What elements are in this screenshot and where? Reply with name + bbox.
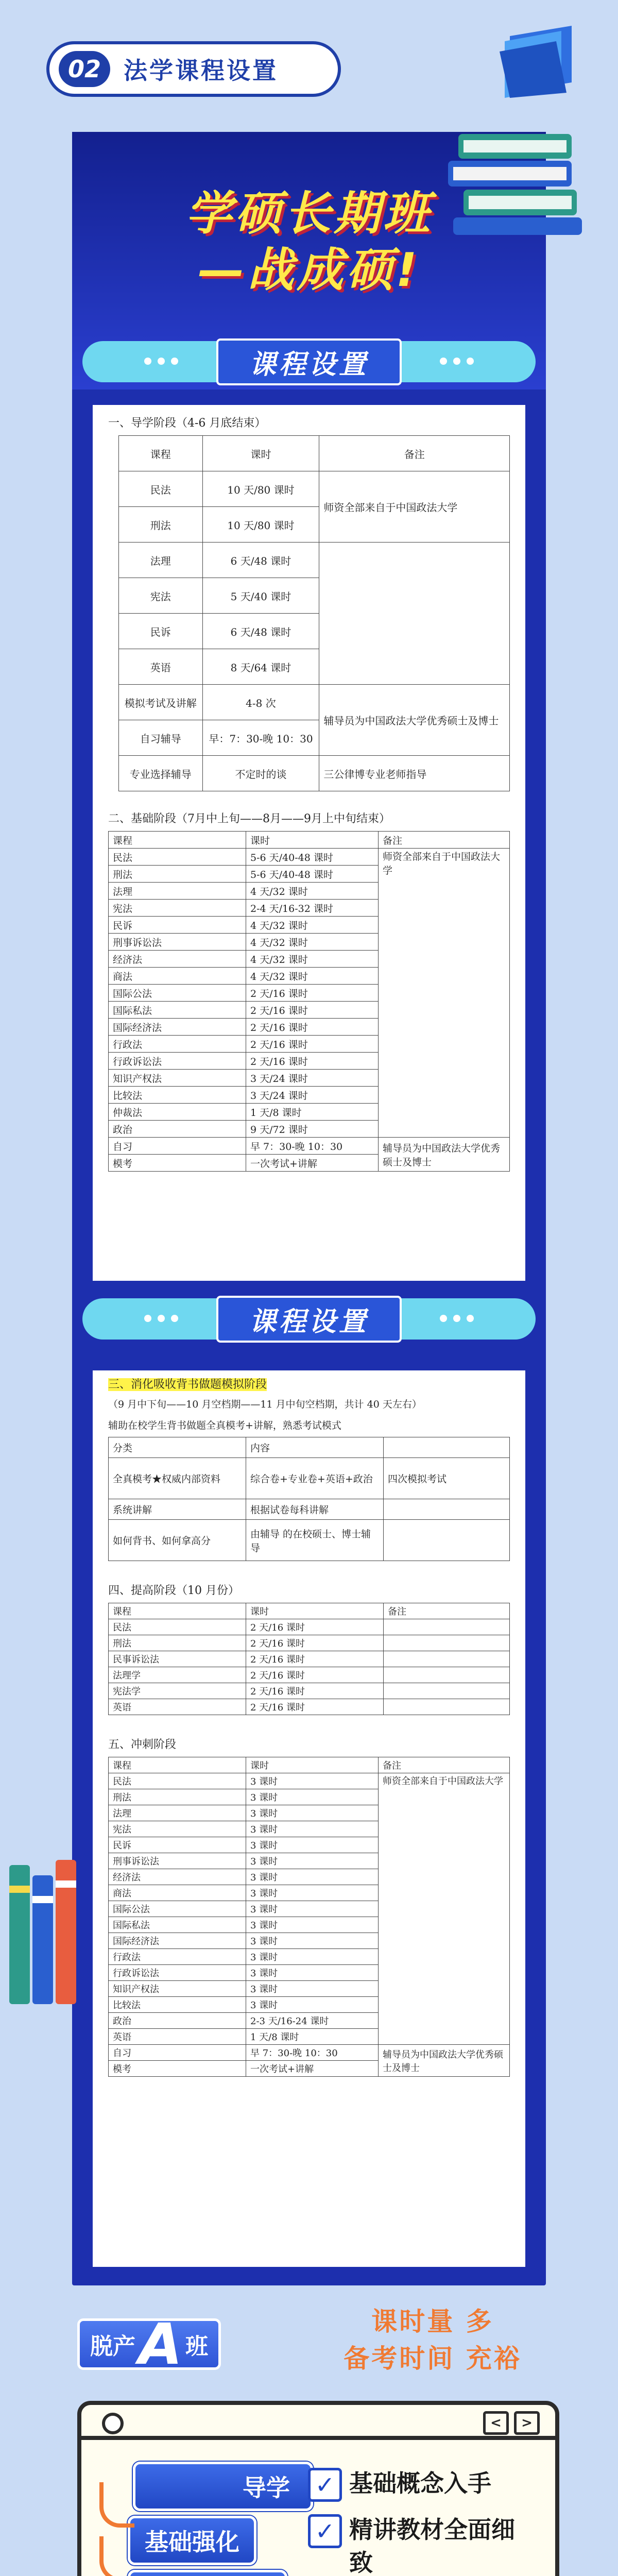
table-row [109,1651,510,1667]
class-a-stage-3 [128,2570,287,2576]
col-header: 备注 [379,1757,510,1773]
cell-note: 三公律博专业老师指导 [319,756,510,791]
cell: 4 天/32 课时 [246,883,379,900]
cell: 模拟考试及讲解 [119,685,203,720]
class-a-badge [77,2311,221,2377]
arrow-icon [99,2536,134,2576]
col-header: 课时 [246,832,379,849]
cell: 民诉 [109,917,246,934]
slogan-line-1: 学硕长期班 [185,187,433,241]
cell: 模考 [109,1155,246,1172]
cell: 2 天/16 课时 [246,1053,379,1070]
cell: 刑事诉讼法 [109,934,246,951]
cell: 4-8 次 [202,685,319,720]
cell: 国际经济法 [109,1933,246,1949]
schedule-sheet-1 [93,405,525,1281]
cell: 早 7：30-晚 10：30 [246,1138,379,1155]
cell: 宪法 [119,578,203,614]
cell: 2 天/16 课时 [246,1651,384,1667]
cell: 自习 [109,1138,246,1155]
cell: 比较法 [109,1087,246,1104]
card-titlebar [81,2405,555,2440]
cell: 早 7：30-晚 10：30 [246,2045,379,2061]
cell: 国际公法 [109,985,246,1002]
table-row [109,849,510,866]
cell: 2 天/16 课时 [246,1683,384,1699]
class-a-stage-1: 导学 [133,2462,313,2511]
cell: 法理 [109,1805,246,1821]
cell: 商法 [109,968,246,985]
cell: 6 天/48 课时 [202,543,319,578]
table-row [109,1138,510,1155]
cell: 5-6 天/40-48 课时 [246,866,379,883]
cell: 刑法 [119,507,203,543]
cell: 民法 [119,471,203,507]
class-a-feature-2 [308,2513,524,2576]
cell: 刑法 [109,1789,246,1805]
cell: 2 天/16 课时 [246,1667,384,1683]
cell: 1 天/8 课时 [246,2029,379,2045]
banner-label: 课程设置 [216,1296,402,1343]
stage1-table [118,435,510,791]
col-header: 课程 [109,1603,246,1619]
cell: 3 课时 [246,1933,379,1949]
cell: 四次模拟考试 [384,1458,510,1499]
class-a-letter: A [139,2311,183,2377]
cell-note: 辅导员为中国政法大学优秀硕士及博士 [319,685,510,756]
class-a-slogan [330,2303,536,2377]
class-a-stage-2: 基础强化 [128,2516,256,2565]
cell: 3 课时 [246,1997,379,2013]
cell: 行政法 [109,1949,246,1965]
cell: 法理学 [109,1667,246,1683]
cell: 8 天/64 课时 [202,649,319,685]
stage3-table [108,1437,510,1561]
cell: 2 天/16 课时 [246,1699,384,1715]
cell: 法理 [109,883,246,900]
cell: 3 课时 [246,1821,379,1837]
cell: 国际经济法 [109,1019,246,1036]
banner-label: 课程设置 [216,338,402,385]
stage5-title: 五、冲刺阶段 [108,1738,177,1751]
cell: 全真模考★权威内部资料 [109,1458,246,1499]
cell: 内容 [246,1437,384,1458]
cell: 法理 [119,543,203,578]
cell: 10 天/80 课时 [202,507,319,543]
course-banner-2 [82,1298,536,1340]
class-a-slogan-1: 课时量 多 [371,2307,494,2336]
table-row [119,685,510,720]
cell: 由辅导 的在校硕士、博士辅导 [246,1520,384,1561]
cell [384,1683,510,1699]
cell: 2 天/16 课时 [246,1036,379,1053]
cell: 一次考试+讲解 [246,1155,379,1172]
table-row [119,756,510,791]
stage4-title: 四、提高阶段（10 月份） [108,1584,239,1597]
prev-button[interactable]: < [483,2411,509,2435]
cell: 比较法 [109,1997,246,2013]
cell: 宪法学 [109,1683,246,1699]
cell: 2 天/16 课时 [246,985,379,1002]
schedule-sheet-2 [93,1370,525,2267]
col-header: 课时 [246,1757,379,1773]
cell: 不定时的谈 [202,756,319,791]
cell: 政治 [109,1121,246,1138]
banner-dots-left [144,358,178,365]
table-row [109,1619,510,1635]
cell: 行政法 [109,1036,246,1053]
col-header: 课程 [119,436,203,471]
table-row [119,543,510,578]
arrow-icon [99,2482,134,2528]
cell: 英语 [109,2029,246,2045]
cell: 根据试卷每科讲解 [246,1499,384,1520]
cell: 英语 [109,1699,246,1715]
cell: 9 天/72 课时 [246,1121,379,1138]
section-title: 法学课程设置 [124,57,278,84]
cell [384,1619,510,1635]
cell: 3 课时 [246,1773,379,1789]
feature-text: 基础概念入手 [349,2469,491,2497]
section-header [46,41,341,97]
col-header: 备注 [319,436,510,471]
cell-note: 师资全部来自于中国政法大学 [379,849,510,1138]
class-a-feature-1 [308,2467,524,2502]
folder-icon [494,21,577,98]
cell: 民法 [109,1619,246,1635]
banner-dots-left [144,1315,178,1322]
cell: 刑法 [109,866,246,883]
check-icon: ✓ [308,2514,342,2548]
cell: 自习 [109,2045,246,2061]
table-row [109,1437,510,1458]
col-header: 课时 [246,1603,384,1619]
cell: 经济法 [109,951,246,968]
table-row [109,1667,510,1683]
cell: 10 天/80 课时 [202,471,319,507]
course-banner [82,341,536,382]
cell: 民诉 [119,614,203,649]
col-header: 课程 [109,832,246,849]
cell: 如何背书、如何拿高分 [109,1520,246,1561]
stage3-period: （9 月中下旬——10 月空档期——11 月中旬空档期，共计 40 天左右） [108,1399,422,1410]
col-header: 课程 [109,1757,246,1773]
cell: 自习辅导 [119,720,203,756]
cell: 仲裁法 [109,1104,246,1121]
cell: 知识产权法 [109,1070,246,1087]
table-row [109,1458,510,1499]
table-row [109,2045,510,2061]
cell: 3 课时 [246,1885,379,1901]
table-row [109,1683,510,1699]
stage3-desc: 辅助在校学生背书做题全真模考+讲解，熟悉考试模式 [108,1420,341,1431]
cell: 民事诉讼法 [109,1651,246,1667]
cell: 3 课时 [246,1789,379,1805]
class-a-card [77,2401,559,2576]
cell: 行政诉讼法 [109,1053,246,1070]
table-row [109,1699,510,1715]
cell: 政治 [109,2013,246,2029]
cell: 3 课时 [246,1869,379,1885]
cell: 知识产权法 [109,1981,246,1997]
feature-text: 精讲教材全面细致 [349,2516,515,2576]
cell: 一次考试+讲解 [246,2061,379,2077]
stage4-table [108,1603,510,1715]
cell: 4 天/32 课时 [246,951,379,968]
cell: 3 课时 [246,1917,379,1933]
cell: 经济法 [109,1869,246,1885]
cell: 行政诉讼法 [109,1965,246,1981]
col-header: 课时 [202,436,319,471]
cell: 民诉 [109,1837,246,1853]
cell [384,1699,510,1715]
cell: 3 课时 [246,1901,379,1917]
cell: 3 天/24 课时 [246,1070,379,1087]
cell: 综合卷+专业卷+英语+政治 [246,1458,384,1499]
table-row [109,1520,510,1561]
cell: 3 课时 [246,1837,379,1853]
cell: 分类 [109,1437,246,1458]
cell: 2-3 天/16-24 课时 [246,2013,379,2029]
class-a-slogan-2: 备考时间 充裕 [344,2344,522,2374]
cell: 刑法 [109,1635,246,1651]
class-a-pre: 脱产 [90,2333,135,2360]
cell: 3 课时 [246,1981,379,1997]
cell: 民法 [109,1773,246,1789]
books-icon [4,1855,81,2009]
cell [384,1499,510,1520]
stage2-title: 二、基础阶段（7月中上旬——8月——9月上中旬结束） [108,812,390,825]
cell: 5 天/40 课时 [202,578,319,614]
class-a-post: 班 [185,2333,209,2360]
cell: 1 天/8 课时 [246,1104,379,1121]
window-dot [102,2413,124,2434]
cell [384,1667,510,1683]
cell: 3 天/24 课时 [246,1087,379,1104]
table-row [109,1635,510,1651]
cell-note: 师资全部来自于中国政法大学 [319,471,510,543]
banner-dots-right [440,358,474,365]
cell: 模考 [109,2061,246,2077]
col-header: 备注 [384,1603,510,1619]
cell: 宪法 [109,1821,246,1837]
stage2-table [108,831,510,1172]
cell: 3 课时 [246,1805,379,1821]
cell: 早：7：30-晚 10：30 [202,720,319,756]
cell-note: 辅导员为中国政法大学优秀硕士及博士 [379,2045,510,2077]
cell: 民法 [109,849,246,866]
check-icon: ✓ [308,2468,342,2502]
cell-note: 师资全部来自于中国政法大学 [379,1773,510,2045]
stage3-title: 三、消化吸收背书做题模拟阶段 [108,1378,267,1391]
banner-dots-right [440,1315,474,1322]
cell: 国际公法 [109,1901,246,1917]
slogan-line-2: —战成硕! [198,243,420,297]
col-header: 备注 [379,832,510,849]
cell: 国际私法 [109,1002,246,1019]
cell: 刑事诉讼法 [109,1853,246,1869]
cell: 商法 [109,1885,246,1901]
cell: 2 天/16 课时 [246,1002,379,1019]
cell: 专业选择辅导 [119,756,203,791]
cell: 2 天/16 课时 [246,1635,384,1651]
stage5-table [108,1757,510,2077]
cell [384,1651,510,1667]
cell: 系统讲解 [109,1499,246,1520]
cell [384,1635,510,1651]
cell: 2 天/16 课时 [246,1619,384,1635]
cell-note [319,543,510,685]
cell: 3 课时 [246,1853,379,1869]
table-row [109,1773,510,1789]
cell: 4 天/32 课时 [246,917,379,934]
slogan [144,185,474,299]
cell: 宪法 [109,900,246,917]
section-number: 02 [59,51,110,87]
cell: 英语 [119,649,203,685]
cell: 国际私法 [109,1917,246,1933]
cell: 4 天/32 课时 [246,968,379,985]
cell: 2 天/16 课时 [246,1019,379,1036]
cell [384,1520,510,1561]
stage1-title: 一、导学阶段（4-6 月底结束） [108,417,266,430]
table-row [119,471,510,507]
cell: 5-6 天/40-48 课时 [246,849,379,866]
cell: 2-4 天/16-32 课时 [246,900,379,917]
cell: 4 天/32 课时 [246,934,379,951]
cell: 6 天/48 课时 [202,614,319,649]
cell: 3 课时 [246,1949,379,1965]
cell [384,1437,510,1458]
cell-note: 辅导员为中国政法大学优秀硕士及博士 [379,1138,510,1172]
cell: 3 课时 [246,1965,379,1981]
next-button[interactable]: > [514,2411,540,2435]
table-row [109,1499,510,1520]
